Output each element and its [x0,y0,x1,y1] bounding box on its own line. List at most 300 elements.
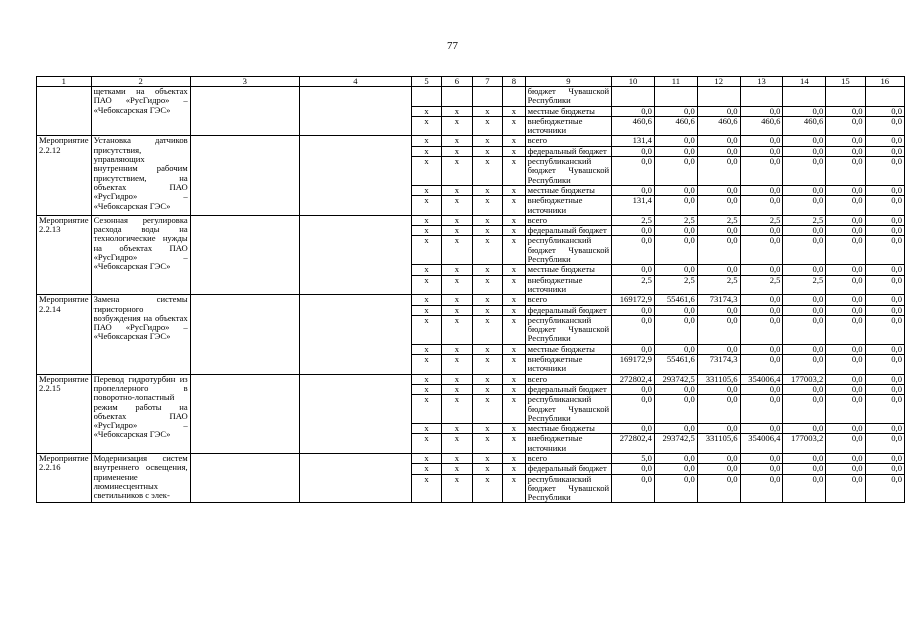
amount-cell: 0,0 [826,424,865,434]
amount-cell: 0,0 [654,384,697,394]
amount-cell: 0,0 [865,305,904,315]
amount-cell: 0,0 [865,464,904,474]
funding-source: федеральный бюджет [525,146,611,156]
x-mark: х [472,424,502,434]
amount-cell: 0,0 [865,315,904,344]
amount-cell: 0,0 [654,136,697,146]
table-row [37,453,905,463]
x-mark: х [411,226,441,236]
amount-cell: 0,0 [612,265,655,275]
empty-cell [299,453,411,502]
amount-cell: 0,0 [740,106,783,116]
amount-cell: 177003,2 [783,434,826,454]
amount-cell: 55461,6 [654,355,697,375]
x-mark: х [503,384,526,394]
x-mark: х [442,395,472,424]
amount-cell: 272802,4 [612,434,655,454]
amount-cell: 0,0 [865,275,904,295]
x-mark: х [503,474,526,503]
amount-cell: 2,5 [740,215,783,225]
amount-cell: 0,0 [654,395,697,424]
empty-cell [299,295,411,374]
amount-cell: 0,0 [654,146,697,156]
x-mark: х [442,344,472,354]
amount-cell: 0,0 [740,474,783,503]
funding-source: федеральный бюджет [525,226,611,236]
amount-cell: 0,0 [740,265,783,275]
amount-cell: 0,0 [783,146,826,156]
column-header: 15 [826,77,865,87]
column-header: 4 [299,77,411,87]
funding-source: бюджет Чувашской Республики [525,87,611,107]
column-header: 12 [697,77,740,87]
amount-cell [654,87,697,107]
x-mark: х [472,295,502,305]
amount-cell: 0,0 [865,355,904,375]
amount-cell: 0,0 [697,226,740,236]
amount-cell: 0,0 [740,355,783,375]
x-mark: х [411,116,441,136]
amount-cell: 0,0 [826,355,865,375]
funding-source: всего [525,215,611,225]
amount-cell: 0,0 [612,464,655,474]
x-mark: х [472,236,502,265]
amount-cell: 0,0 [697,305,740,315]
x-mark: х [472,305,502,315]
amount-cell: 0,0 [654,226,697,236]
empty-cell [190,295,299,374]
x-mark: х [411,106,441,116]
funding-source: внебюджетные источники [525,196,611,216]
measure-name: Перевод гидротурбин из пропеллерного в поворотно-лопастный режим работы на объектах ПАО «РусГидро» – «Чебоксарская ГЭС» [91,374,190,453]
x-mark: х [411,295,441,305]
table-row [37,136,905,146]
funding-source: внебюджетные источники [525,116,611,136]
column-header: 6 [442,77,472,87]
amount-cell: 0,0 [783,474,826,503]
amount-cell: 0,0 [865,185,904,195]
measure-code: Мероприятие 2.2.15 [37,374,92,453]
program-table [36,76,905,503]
x-mark: х [472,453,502,463]
amount-cell: 0,0 [826,464,865,474]
empty-cell [190,87,299,136]
x-mark: х [411,275,441,295]
amount-cell: 0,0 [826,157,865,186]
amount-cell: 460,6 [612,116,655,136]
amount-cell: 0,0 [697,136,740,146]
amount-cell: 0,0 [697,395,740,424]
amount-cell [783,87,826,107]
amount-cell: 2,5 [697,275,740,295]
empty-cell [190,453,299,502]
x-mark: х [411,265,441,275]
amount-cell: 0,0 [654,196,697,216]
x-mark: х [442,275,472,295]
measure-code: Мероприятие 2.2.12 [37,136,92,215]
amount-cell: 0,0 [697,344,740,354]
x-mark: х [411,395,441,424]
x-mark: х [411,157,441,186]
x-mark: х [503,464,526,474]
x-mark: х [442,196,472,216]
amount-cell: 0,0 [740,226,783,236]
funding-source: республиканский бюджет Чувашской Республики [525,157,611,186]
amount-cell: 0,0 [740,305,783,315]
amount-cell: 169172,9 [612,355,655,375]
amount-cell: 0,0 [783,236,826,265]
amount-cell: 0,0 [826,185,865,195]
x-mark: х [411,453,441,463]
funding-source: внебюджетные источники [525,275,611,295]
amount-cell: 0,0 [826,226,865,236]
x-mark: х [503,434,526,454]
funding-source: федеральный бюджет [525,305,611,315]
empty-cell [299,136,411,215]
amount-cell: 0,0 [783,464,826,474]
amount-cell: 0,0 [612,236,655,265]
amount-cell: 0,0 [826,136,865,146]
amount-cell: 131,4 [612,136,655,146]
measure-code: Мероприятие 2.2.16 [37,453,92,502]
amount-cell: 0,0 [826,474,865,503]
x-mark: х [472,434,502,454]
amount-cell: 0,0 [783,395,826,424]
amount-cell: 0,0 [654,424,697,434]
x-mark [472,87,502,107]
amount-cell: 0,0 [654,315,697,344]
amount-cell: 0,0 [697,453,740,463]
x-mark: х [503,196,526,216]
amount-cell: 0,0 [826,434,865,454]
amount-cell: 0,0 [654,106,697,116]
amount-cell: 0,0 [654,344,697,354]
column-header: 1 [37,77,92,87]
x-mark: х [472,136,502,146]
x-mark: х [442,474,472,503]
amount-cell: 0,0 [783,355,826,375]
funding-source: федеральный бюджет [525,464,611,474]
amount-cell: 0,0 [783,295,826,305]
x-mark: х [503,157,526,186]
amount-cell: 55461,6 [654,295,697,305]
amount-cell: 0,0 [826,315,865,344]
amount-cell: 272802,4 [612,374,655,384]
x-mark: х [472,157,502,186]
amount-cell: 331105,6 [697,434,740,454]
amount-cell: 0,0 [697,384,740,394]
amount-cell: 293742,5 [654,434,697,454]
funding-source: всего [525,136,611,146]
amount-cell: 0,0 [612,305,655,315]
x-mark: х [503,236,526,265]
x-mark: х [411,305,441,315]
amount-cell: 0,0 [865,236,904,265]
amount-cell: 0,0 [697,185,740,195]
x-mark: х [503,265,526,275]
amount-cell: 0,0 [654,474,697,503]
x-mark: х [442,226,472,236]
funding-source: внебюджетные источники [525,355,611,375]
amount-cell: 0,0 [826,106,865,116]
x-mark: х [411,384,441,394]
amount-cell: 0,0 [783,424,826,434]
amount-cell: 0,0 [697,146,740,156]
x-mark: х [503,374,526,384]
amount-cell: 293742,5 [654,374,697,384]
amount-cell: 0,0 [612,315,655,344]
amount-cell: 0,0 [826,295,865,305]
x-mark: х [503,185,526,195]
amount-cell: 0,0 [654,464,697,474]
amount-cell: 0,0 [612,157,655,186]
amount-cell: 0,0 [697,464,740,474]
column-header: 7 [472,77,502,87]
x-mark: х [411,464,441,474]
amount-cell: 0,0 [783,226,826,236]
amount-cell: 2,5 [740,275,783,295]
x-mark: х [472,355,502,375]
amount-cell: 0,0 [740,453,783,463]
measure-name: Установка датчиков присутствия, управляющих внутренним рабочим присутствием, на объектах ПАО «РусГидро» – «Чебоксарская ГЭС» [91,136,190,215]
empty-cell [299,87,411,136]
amount-cell: 0,0 [740,384,783,394]
x-mark [411,87,441,107]
x-mark: х [503,116,526,136]
funding-source: республиканский бюджет Чувашской Республики [525,395,611,424]
amount-cell: 0,0 [612,106,655,116]
amount-cell [697,87,740,107]
amount-cell: 0,0 [654,305,697,315]
x-mark: х [472,116,502,136]
x-mark: х [503,424,526,434]
amount-cell: 0,0 [865,374,904,384]
x-mark: х [442,424,472,434]
amount-cell: 0,0 [783,106,826,116]
x-mark: х [442,355,472,375]
amount-cell: 73174,3 [697,355,740,375]
x-mark: х [411,424,441,434]
amount-cell: 2,5 [783,275,826,295]
amount-cell: 0,0 [612,395,655,424]
x-mark: х [442,453,472,463]
amount-cell: 169172,9 [612,295,655,305]
column-header: 3 [190,77,299,87]
empty-cell [190,215,299,294]
amount-cell: 0,0 [865,474,904,503]
empty-cell [190,136,299,215]
amount-cell: 0,0 [826,236,865,265]
x-mark: х [503,305,526,315]
amount-cell: 0,0 [826,275,865,295]
x-mark: х [411,374,441,384]
x-mark: х [411,355,441,375]
column-header: 11 [654,77,697,87]
x-mark: х [472,464,502,474]
amount-cell: 2,5 [783,215,826,225]
x-mark: х [472,185,502,195]
amount-cell: 0,0 [697,424,740,434]
amount-cell: 0,0 [826,305,865,315]
x-mark: х [411,434,441,454]
amount-cell: 0,0 [826,116,865,136]
funding-source: местные бюджеты [525,424,611,434]
funding-source: местные бюджеты [525,106,611,116]
x-mark: х [503,226,526,236]
x-mark: х [442,374,472,384]
amount-cell: 0,0 [865,344,904,354]
amount-cell: 5,0 [612,453,655,463]
column-header: 13 [740,77,783,87]
x-mark: х [442,146,472,156]
amount-cell: 0,0 [612,384,655,394]
amount-cell: 0,0 [740,136,783,146]
amount-cell: 0,0 [865,116,904,136]
amount-cell: 0,0 [826,395,865,424]
amount-cell: 0,0 [826,453,865,463]
amount-cell: 0,0 [826,384,865,394]
amount-cell [612,87,655,107]
amount-cell: 0,0 [740,236,783,265]
amount-cell: 460,6 [740,116,783,136]
x-mark [442,87,472,107]
x-mark: х [472,344,502,354]
x-mark: х [503,453,526,463]
x-mark: х [411,196,441,216]
funding-source: местные бюджеты [525,185,611,195]
x-mark: х [411,146,441,156]
amount-cell: 0,0 [783,136,826,146]
amount-cell: 0,0 [697,157,740,186]
measure-name: Модернизация систем внутреннего освещения, применение люминесцентных светильников с элек- [91,453,190,502]
x-mark: х [472,146,502,156]
x-mark: х [442,185,472,195]
amount-cell: 460,6 [654,116,697,136]
x-mark: х [442,106,472,116]
column-header: 2 [91,77,190,87]
amount-cell: 0,0 [865,265,904,275]
x-mark [503,87,526,107]
amount-cell: 0,0 [865,196,904,216]
x-mark: х [442,295,472,305]
amount-cell: 0,0 [612,474,655,503]
amount-cell: 0,0 [654,453,697,463]
x-mark: х [411,185,441,195]
amount-cell: 0,0 [612,146,655,156]
amount-cell: 2,5 [612,215,655,225]
table-row [37,295,905,305]
amount-cell: 0,0 [697,106,740,116]
funding-source: внебюджетные источники [525,434,611,454]
amount-cell: 0,0 [612,344,655,354]
amount-cell: 0,0 [654,236,697,265]
amount-cell: 0,0 [826,265,865,275]
funding-source: всего [525,453,611,463]
amount-cell: 0,0 [740,424,783,434]
amount-cell: 2,5 [654,275,697,295]
x-mark: х [503,215,526,225]
column-header: 5 [411,77,441,87]
amount-cell: 460,6 [697,116,740,136]
x-mark: х [442,215,472,225]
amount-cell: 0,0 [783,185,826,195]
x-mark: х [472,474,502,503]
column-header: 10 [612,77,655,87]
x-mark: х [442,384,472,394]
table-row [37,215,905,225]
amount-cell: 0,0 [865,434,904,454]
amount-cell: 131,4 [612,196,655,216]
amount-cell: 0,0 [865,106,904,116]
column-header: 16 [865,77,904,87]
amount-cell: 0,0 [740,185,783,195]
measure-code: Мероприятие 2.2.13 [37,215,92,294]
x-mark: х [503,315,526,344]
amount-cell: 0,0 [654,157,697,186]
funding-source: местные бюджеты [525,344,611,354]
empty-cell [299,215,411,294]
amount-cell: 0,0 [826,215,865,225]
x-mark: х [472,384,502,394]
amount-cell: 0,0 [826,344,865,354]
x-mark: х [411,236,441,265]
funding-source: республиканский бюджет Чувашской Республики [525,474,611,503]
x-mark: х [442,157,472,186]
empty-cell [299,374,411,453]
amount-cell: 354006,4 [740,434,783,454]
table-row [37,374,905,384]
header-row [37,77,905,87]
funding-source: республиканский бюджет Чувашской Республики [525,315,611,344]
measure-code [37,87,92,136]
amount-cell: 2,5 [654,215,697,225]
x-mark: х [472,315,502,344]
amount-cell [826,87,865,107]
amount-cell: 331105,6 [697,374,740,384]
amount-cell: 354006,4 [740,374,783,384]
x-mark: х [472,265,502,275]
amount-cell: 0,0 [654,185,697,195]
x-mark: х [442,305,472,315]
amount-cell: 0,0 [826,374,865,384]
x-mark: х [472,106,502,116]
column-header: 14 [783,77,826,87]
amount-cell: 0,0 [783,265,826,275]
x-mark: х [442,136,472,146]
table-row [37,87,905,107]
amount-cell: 0,0 [865,146,904,156]
amount-cell: 0,0 [654,265,697,275]
amount-cell: 0,0 [697,474,740,503]
measure-code: Мероприятие 2.2.14 [37,295,92,374]
amount-cell: 0,0 [740,315,783,344]
measure-name: щетками на объектах ПАО «РусГидро» – «Чебоксарская ГЭС» [91,87,190,136]
amount-cell: 2,5 [697,215,740,225]
amount-cell: 0,0 [826,146,865,156]
amount-cell: 0,0 [783,344,826,354]
amount-cell: 0,0 [783,453,826,463]
amount-cell: 0,0 [740,295,783,305]
amount-cell: 0,0 [865,453,904,463]
amount-cell: 0,0 [865,136,904,146]
amount-cell: 0,0 [740,395,783,424]
amount-cell: 0,0 [612,185,655,195]
x-mark: х [503,106,526,116]
amount-cell: 0,0 [826,196,865,216]
amount-cell: 0,0 [865,295,904,305]
funding-source: всего [525,295,611,305]
x-mark: х [411,215,441,225]
